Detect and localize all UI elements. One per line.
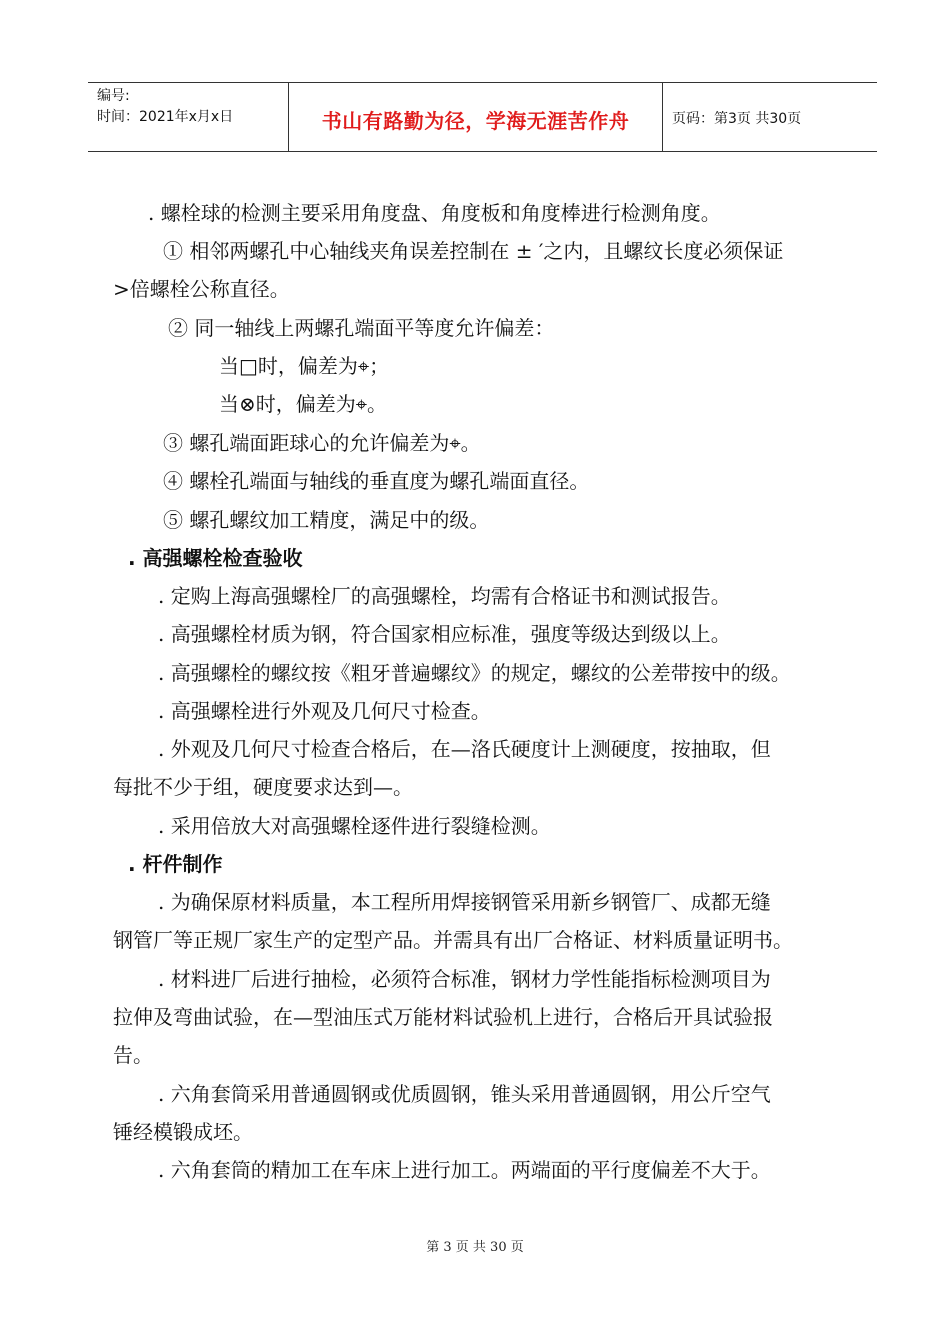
section-heading: . 高强螺栓检查验收 xyxy=(128,546,303,570)
text-line: 当□时，偏差为⌖； xyxy=(219,354,390,378)
header-left-cell xyxy=(88,83,288,151)
section-heading: . 杆件制作 xyxy=(128,852,223,876)
text-line: ⑤ 螺孔螺纹加工精度，满足中的级。 xyxy=(163,508,490,532)
text-line: . 采用倍放大对高强螺栓逐件进行裂缝检测。 xyxy=(158,814,551,838)
text-line: ① 相邻两螺孔中心轴线夹角误差控制在 ± ′之内，且螺纹长度必须保证 xyxy=(163,239,784,263)
text-line: . 高强螺栓进行外观及几何尺寸检查。 xyxy=(158,699,491,723)
page-label: 页码：第3页 共30页 xyxy=(672,111,802,127)
number-label: 编号: xyxy=(97,88,130,104)
text-line: . 高强螺栓的螺纹按《粗牙普遍螺纹》的规定，螺纹的公差带按中的级。 xyxy=(158,661,791,685)
header-right-cell xyxy=(662,83,877,151)
text-line: ③ 螺孔端面距球心的允许偏差为⌖。 xyxy=(163,431,481,455)
text-line: . 为确保原材料质量，本工程所用焊接钢管采用新乡钢管厂、成都无缝 xyxy=(158,890,771,914)
text-line: . 定购上海高强螺栓厂的高强螺栓，均需有合格证书和测试报告。 xyxy=(158,584,731,608)
text-line: 锤经模锻成坯。 xyxy=(113,1120,253,1144)
header-center-cell xyxy=(288,83,663,151)
text-line: . 六角套筒采用普通圆钢或优质圆钢，锥头采用普通圆钢，用公斤空气 xyxy=(158,1082,771,1106)
time-label: 时间：2021年x月x日 xyxy=(97,109,234,125)
text-line: . 螺栓球的检测主要采用角度盘、角度板和角度棒进行检测角度。 xyxy=(148,201,721,225)
text-line: >倍螺栓公称直径。 xyxy=(113,277,290,301)
text-line: 每批不少于组，硬度要求达到—。 xyxy=(113,775,413,799)
text-line: . 六角套筒的精加工在车床上进行加工。两端面的平行度偏差不大于。 xyxy=(158,1158,771,1182)
text-line: ④ 螺栓孔端面与轴线的垂直度为螺孔端面直径。 xyxy=(163,469,590,493)
text-line: 钢管厂等正规厂家生产的定型产品。并需具有出厂合格证、材料质量证明书。 xyxy=(113,928,793,952)
header-table xyxy=(88,82,877,152)
text-line: 拉伸及弯曲试验，在—型油压式万能材料试验机上进行，合格后开具试验报 xyxy=(113,1005,773,1029)
text-line: . 高强螺栓材质为钢，符合国家相应标准，强度等级达到级以上。 xyxy=(158,622,731,646)
text-line: 告。 xyxy=(113,1043,153,1067)
text-line: ② 同一轴线上两螺孔端面平等度允许偏差： xyxy=(168,316,555,340)
text-line: . 外观及几何尺寸检查合格后，在—洛氏硬度计上测硬度，按抽取，但 xyxy=(158,737,771,761)
motto-text: 书山有路勤为径，学海无涯苦作舟 xyxy=(321,109,630,133)
text-line: 当⊗时，偏差为⌖。 xyxy=(219,392,388,416)
text-line: . 材料进厂后进行抽检，必须符合标准，钢材力学性能指标检测项目为 xyxy=(158,967,771,991)
page-footer: 第 3 页 共 30 页 xyxy=(426,1240,524,1255)
